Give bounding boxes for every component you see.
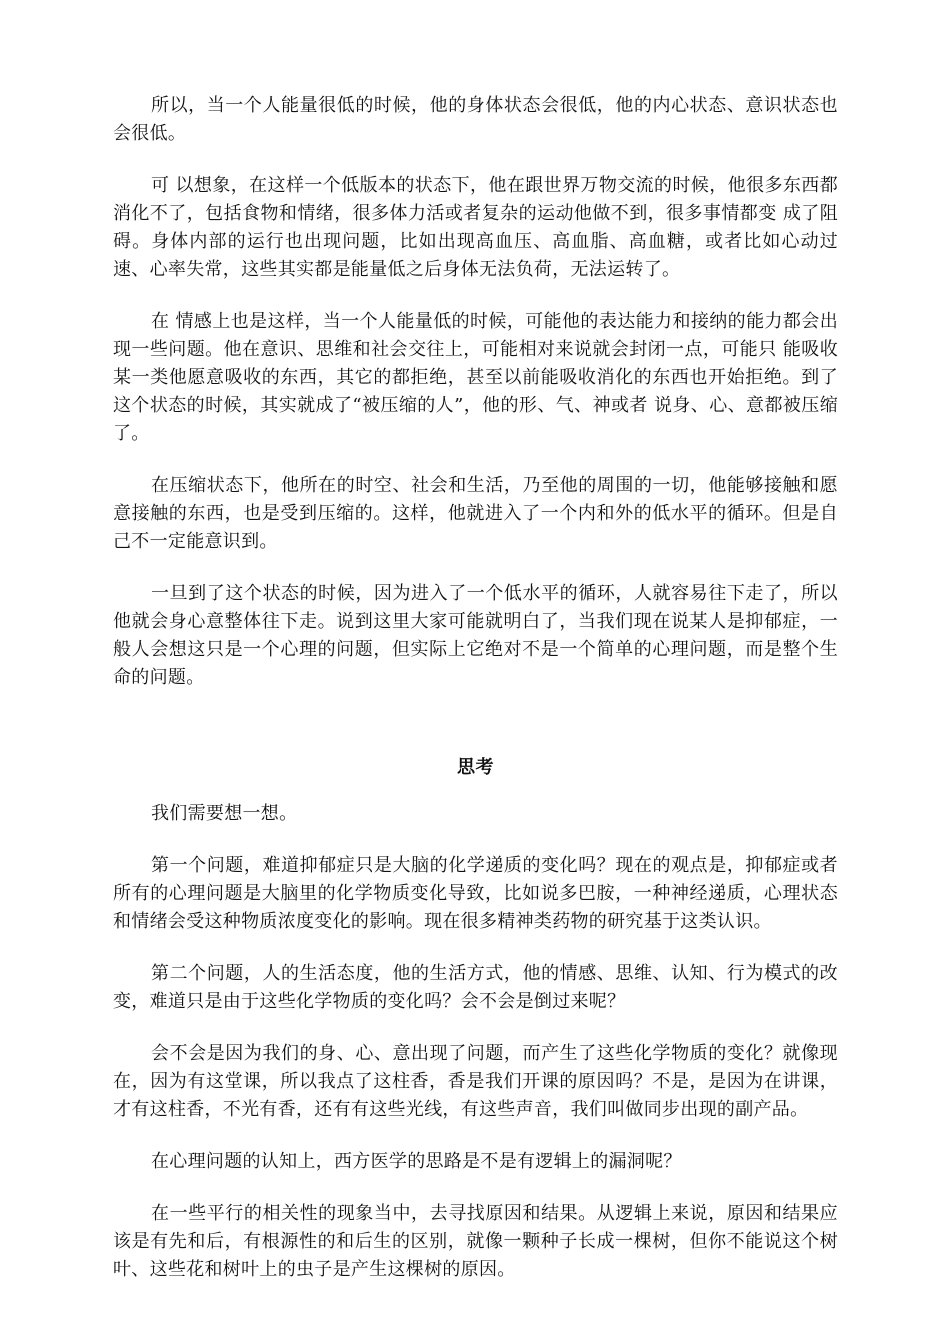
document-page bbox=[113, 92, 838, 1308]
paragraph: 在 情感上也是这样，当一个人能量低的时候，可能他的表达能力和接纳的能力都会出现一些问题。他在意识、思维和社会交往上，可能相对来说就会封闭一点，可能只 能吸收某一类他愿意吸收的东西，其它的都拒绝，甚至以前能吸收消化的东西也开始拒绝。到了这个状态的时候，其实就成了“被压缩的人”，他的形、气、神或者 说身、心、意都被压缩了。 bbox=[113, 311, 838, 444]
paragraph: 在压缩状态下，他所在的时空、社会和生活，乃至他的周围的一切，他能够接触和愿意接触的东西，也是受到压缩的。这样，他就进入了一个内和外的低水平的循环。但是自己不一定能意识到。 bbox=[113, 475, 838, 552]
paragraph: 所以，当一个人能量很低的时候，他的身体状态会很低，他的内心状态、意识状态也会很低。 bbox=[113, 95, 838, 144]
paragraph: 可 以想象，在这样一个低版本的状态下，他在跟世界万物交流的时候，他很多东西都消化不了，包括食物和情绪，很多体力活或者复杂的运动他做不到，很多事情都变 成了阻碍。身体内部的运行也出现问题，比如出现高血压、高血脂、高血糖，或者比如心动过速、心率失常，这些其实都是能量低之后身体无法负荷，无法运转了。 bbox=[113, 175, 838, 280]
section-spacer bbox=[113, 716, 838, 754]
paragraph: 会不会是因为我们的身、心、意出现了问题，而产生了这些化学物质的变化？就像现在，因为有这堂课，所以我点了这柱香，香是我们开课的原因吗？不是，是因为在讲课，才有这柱香，不光有香，还有有这些光线，有这些声音，我们叫做同步出现的副产品。 bbox=[113, 1043, 838, 1120]
paragraph: 在一些平行的相关性的现象当中，去寻找原因和结果。从逻辑上来说，原因和结果应该是有先和后，有根源性的和后生的区别，就像一颗种子长成一棵树，但你不能说这个树叶、这些花和树叶上的虫子是产生这棵树的原因。 bbox=[113, 1203, 838, 1280]
paragraph: 一旦到了这个状态的时候，因为进入了一个低水平的循环，人就容易往下走了，所以他就会身心意整体往下走。说到这里大家可能就明白了，当我们现在说某人是抑郁症，一般人会想这只是一个心理的问题，但实际上它绝对不是一个简单的心理问题，而是整个生命的问题。 bbox=[113, 583, 838, 688]
paragraph: 在心理问题的认知上，西方医学的思路是不是有逻辑上的漏洞呢？ bbox=[151, 1151, 682, 1172]
section-heading: 思考 bbox=[457, 757, 494, 778]
paragraph: 我们需要想一想。 bbox=[151, 803, 298, 824]
paragraph: 第二个问题，人的生活态度，他的生活方式，他的情感、思维、认知、行为模式的改变，难道只是由于这些化学物质的变化吗？会不会是倒过来呢？ bbox=[113, 963, 838, 1012]
paragraph: 第一个问题，难道抑郁症只是大脑的化学递质的变化吗？现在的观点是，抑郁症或者所有的心理问题是大脑里的化学物质变化导致，比如说多巴胺，一种神经递质，心理状态和情绪会受这种物质浓度变化的影响。现在很多精神类药物的研究基于这类认识。 bbox=[113, 855, 838, 932]
